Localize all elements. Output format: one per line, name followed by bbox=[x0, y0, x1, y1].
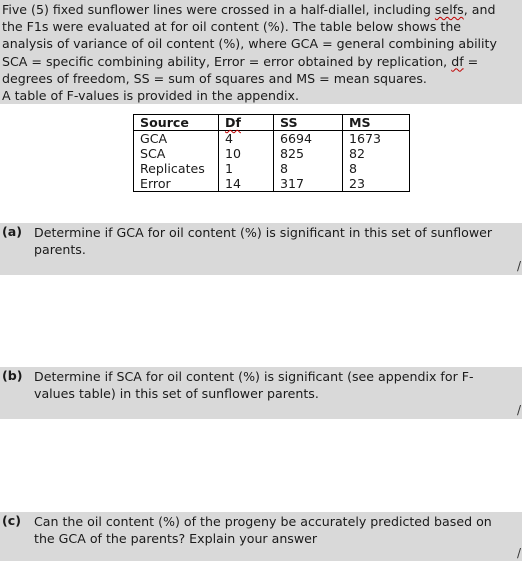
table-row bbox=[134, 161, 410, 176]
intro-line-6: A table of F-values is provided in the appendix. bbox=[2, 88, 299, 104]
cell-source: Replicates bbox=[134, 161, 219, 176]
cell-ss: 8 bbox=[274, 161, 343, 176]
mark-slash: / bbox=[516, 546, 521, 560]
question-intro bbox=[0, 0, 522, 104]
question-label: (b) bbox=[2, 368, 23, 383]
question-text: Determine if SCA for oil content (%) is significant (see appendix for F- values table) in this set of sunflower parents. bbox=[34, 369, 474, 402]
table-row bbox=[134, 131, 410, 147]
header-df: Df bbox=[219, 115, 274, 131]
mark-slash: / bbox=[516, 259, 521, 273]
question-c bbox=[0, 512, 522, 561]
cell-df: 4 bbox=[219, 131, 274, 147]
cell-df: 10 bbox=[219, 146, 274, 161]
cell-ms: 23 bbox=[343, 176, 410, 192]
question-text: Can the oil content (%) of the progeny be accurately predicted based on the GCA of the parents? Explain your answer bbox=[34, 514, 492, 547]
question-a bbox=[0, 223, 522, 275]
cell-ss: 317 bbox=[274, 176, 343, 192]
cell-ms: 82 bbox=[343, 146, 410, 161]
question-text: Determine if GCA for oil content (%) is significant in this set of sunflower parents. bbox=[34, 225, 493, 258]
mark-slash: / bbox=[516, 403, 521, 417]
cell-df: 1 bbox=[219, 161, 274, 176]
table-header-row bbox=[134, 115, 410, 131]
intro-line-1: Five (5) fixed sunflower lines were crossed in a half-diallel, including selfs, and bbox=[2, 2, 496, 17]
intro-line-4: SCA = specific combining ability, Error = error obtained by replication, df = bbox=[2, 53, 479, 69]
cell-source: SCA bbox=[134, 146, 219, 161]
cell-ss: 6694 bbox=[274, 131, 343, 147]
anova-table bbox=[133, 114, 410, 192]
question-b bbox=[0, 367, 522, 419]
cell-ms: 8 bbox=[343, 161, 410, 176]
spellcheck-word: selfs bbox=[434, 2, 464, 17]
header-ss: SS bbox=[274, 115, 343, 131]
cell-source: GCA bbox=[134, 131, 219, 147]
header-source: Source bbox=[134, 115, 219, 131]
intro-line-3: analysis of variance of oil content (%), where GCA = general combining ability bbox=[2, 36, 497, 52]
question-label: (c) bbox=[2, 513, 21, 528]
header-ms: MS bbox=[343, 115, 410, 131]
table-row bbox=[134, 146, 410, 161]
cell-df: 14 bbox=[219, 176, 274, 192]
question-label: (a) bbox=[2, 224, 23, 239]
table-row bbox=[134, 176, 410, 192]
intro-line-2: the F1s were evaluated at for oil content (%). The table below shows the bbox=[2, 19, 462, 35]
cell-ss: 825 bbox=[274, 146, 343, 161]
intro-line-5: degrees of freedom, SS = sum of squares and MS = mean squares. bbox=[2, 70, 427, 86]
cell-ms: 1673 bbox=[343, 131, 410, 147]
spellcheck-word: df bbox=[451, 53, 464, 69]
cell-source: Error bbox=[134, 176, 219, 192]
